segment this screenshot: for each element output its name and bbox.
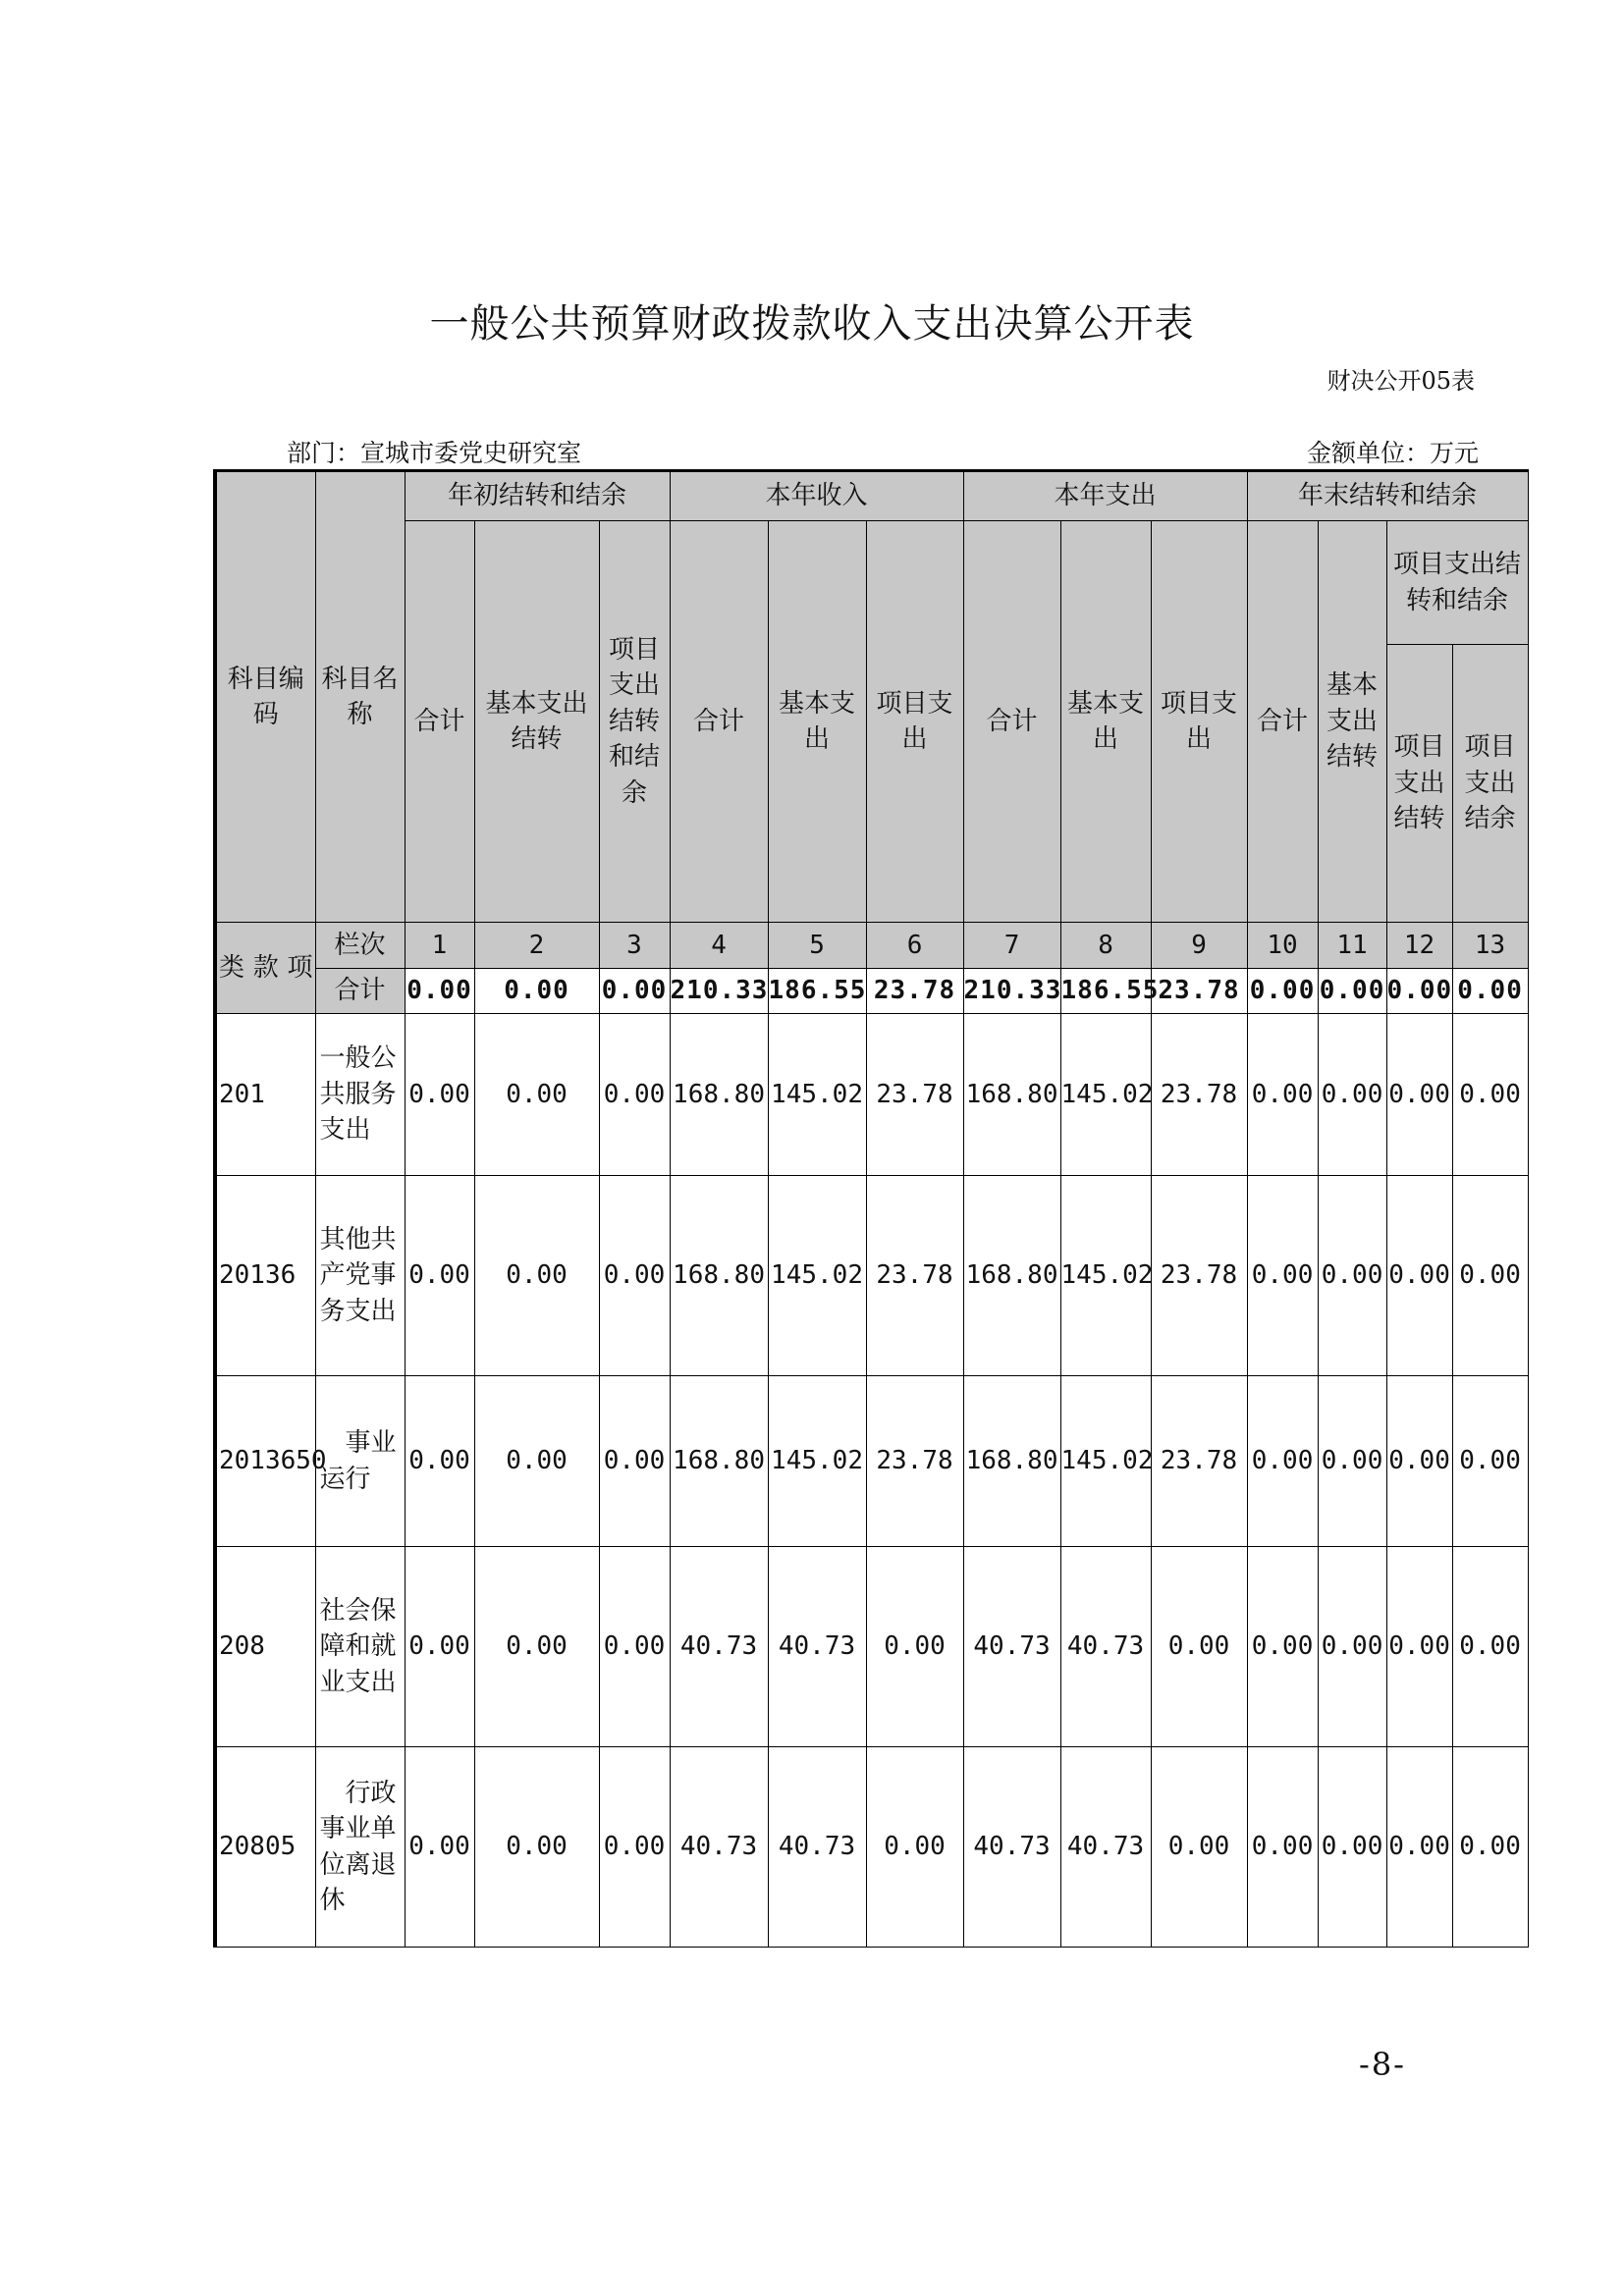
row-cell: 145.02: [768, 1014, 866, 1176]
row-cell: 0.00: [1151, 1747, 1247, 1948]
row-cell: 40.73: [768, 1747, 866, 1948]
row-cell: 0.00: [1452, 1376, 1528, 1547]
row-cell: 0.00: [1452, 1176, 1528, 1376]
row-cell: 145.02: [1060, 1376, 1151, 1547]
row-cell: 0.00: [1386, 1376, 1452, 1547]
header-project-subgroup: 项目支出结转和结余: [1386, 521, 1528, 645]
header-col-3: 项目支出结转和结余: [599, 521, 670, 923]
total-label: 合计: [315, 969, 405, 1014]
row-cell: 40.73: [768, 1547, 866, 1747]
row-cell: 0.00: [405, 1376, 474, 1547]
row-cell: 168.80: [963, 1176, 1060, 1376]
header-col-2: 基本支出结转: [474, 521, 599, 923]
table-row: [215, 1014, 1528, 1176]
row-cell: 23.78: [1151, 1014, 1247, 1176]
row-name: 其他共产党事务支出: [315, 1176, 405, 1376]
header-group-begin: 年初结转和结余: [405, 471, 670, 521]
row-cell: 168.80: [670, 1176, 768, 1376]
row-name: 一般公共服务支出: [315, 1014, 405, 1176]
header-col-4: 合计: [670, 521, 768, 923]
row-cell: 145.02: [768, 1376, 866, 1547]
total-cell: 0.00: [405, 969, 474, 1014]
row-code: 208: [215, 1547, 315, 1747]
header-lei: 类: [219, 952, 245, 983]
row-cell: 168.80: [670, 1376, 768, 1547]
row-cell: 145.02: [1060, 1176, 1151, 1376]
page-number: -8-: [1359, 2046, 1406, 2083]
lanci-num: 10: [1247, 923, 1318, 969]
row-cell: 145.02: [1060, 1014, 1151, 1176]
total-cell: 0.00: [1386, 969, 1452, 1014]
total-cell: 186.55: [1060, 969, 1151, 1014]
row-cell: 0.00: [405, 1176, 474, 1376]
row-code: 201: [215, 1014, 315, 1176]
row-cell: 0.00: [474, 1747, 599, 1948]
row-cell: 0.00: [1247, 1176, 1318, 1376]
row-cell: 0.00: [1452, 1747, 1528, 1948]
row-cell: 0.00: [599, 1376, 670, 1547]
total-row: [215, 969, 1528, 1014]
row-cell: 0.00: [474, 1376, 599, 1547]
lanci-num: 2: [474, 923, 599, 969]
header-col-6: 项目支出: [866, 521, 963, 923]
page-title: 一般公共预算财政拨款收入支出决算公开表: [429, 301, 1195, 347]
row-cell: 23.78: [866, 1014, 963, 1176]
row-cell: 40.73: [963, 1747, 1060, 1948]
header-col-12: 项目支出结转: [1386, 645, 1452, 923]
header-group-end: 年末结转和结余: [1247, 471, 1528, 521]
row-cell: 0.00: [866, 1547, 963, 1747]
row-name: 社会保障和就业支出: [315, 1547, 405, 1747]
row-cell: 168.80: [963, 1376, 1060, 1547]
header-col-1: 合计: [405, 521, 474, 923]
lanci-num: 5: [768, 923, 866, 969]
table-row: [215, 1376, 1528, 1547]
total-cell: 0.00: [1452, 969, 1528, 1014]
row-cell: 40.73: [670, 1547, 768, 1747]
row-cell: 0.00: [1386, 1014, 1452, 1176]
total-cell: 186.55: [768, 969, 866, 1014]
row-cell: 0.00: [474, 1547, 599, 1747]
lanci-num: 1: [405, 923, 474, 969]
row-cell: 0.00: [1452, 1014, 1528, 1176]
row-cell: 0.00: [599, 1176, 670, 1376]
row-cell: 0.00: [1318, 1176, 1386, 1376]
row-cell: 40.73: [1060, 1547, 1151, 1747]
row-cell: 0.00: [1386, 1176, 1452, 1376]
header-lei-kuan-xiang: [215, 923, 315, 1014]
header-col-5: 基本支出: [768, 521, 866, 923]
total-cell: 0.00: [474, 969, 599, 1014]
total-cell: 210.33: [963, 969, 1060, 1014]
row-cell: 0.00: [405, 1014, 474, 1176]
header-code: 科目编码: [215, 471, 315, 923]
lanci-num: 9: [1151, 923, 1247, 969]
row-cell: 0.00: [1386, 1547, 1452, 1747]
header-col-13: 项目支出结余: [1452, 645, 1528, 923]
row-name: 行政事业单位离退休: [315, 1747, 405, 1948]
table-row: [215, 1176, 1528, 1376]
header-name: 科目名称: [315, 471, 405, 923]
row-cell: 0.00: [1318, 1747, 1386, 1948]
row-cell: 0.00: [1452, 1547, 1528, 1747]
total-cell: 0.00: [599, 969, 670, 1014]
budget-table: [213, 469, 1529, 1948]
row-cell: 0.00: [1247, 1376, 1318, 1547]
row-cell: 0.00: [1151, 1547, 1247, 1747]
department-label: 部门：宣城市委党史研究室: [287, 439, 582, 467]
row-cell: 40.73: [963, 1547, 1060, 1747]
row-cell: 0.00: [599, 1014, 670, 1176]
row-cell: 23.78: [1151, 1176, 1247, 1376]
amount-unit-label: 金额单位：万元: [1306, 439, 1479, 467]
lanci-num: 3: [599, 923, 670, 969]
header-group-expense: 本年支出: [963, 471, 1247, 521]
header-col-10: 合计: [1247, 521, 1318, 923]
lanci-num: 12: [1386, 923, 1452, 969]
lanci-num: 7: [963, 923, 1060, 969]
row-cell: 23.78: [866, 1376, 963, 1547]
row-cell: 0.00: [405, 1747, 474, 1948]
lanci-num: 13: [1452, 923, 1528, 969]
header-col-7: 合计: [963, 521, 1060, 923]
header-xiang: 项: [287, 952, 313, 983]
total-cell: 0.00: [1318, 969, 1386, 1014]
row-cell: 0.00: [1247, 1747, 1318, 1948]
total-cell: 23.78: [1151, 969, 1247, 1014]
row-cell: 0.00: [474, 1176, 599, 1376]
table-row: [215, 1547, 1528, 1747]
row-cell: 23.78: [866, 1176, 963, 1376]
row-cell: 0.00: [1247, 1547, 1318, 1747]
row-name: 事业运行: [315, 1376, 405, 1547]
table-row: [215, 1747, 1528, 1948]
total-cell: 210.33: [670, 969, 768, 1014]
row-code: 20136: [215, 1176, 315, 1376]
row-cell: 168.80: [963, 1014, 1060, 1176]
form-number: 财决公开05表: [1326, 367, 1475, 395]
row-cell: 40.73: [1060, 1747, 1151, 1948]
header-kuan: 款: [252, 952, 279, 983]
row-cell: 0.00: [1318, 1547, 1386, 1747]
row-cell: 0.00: [599, 1547, 670, 1747]
header-lanci: 栏次: [315, 923, 405, 969]
header-col-9: 项目支出: [1151, 521, 1247, 923]
row-cell: 0.00: [866, 1747, 963, 1948]
total-cell: 23.78: [866, 969, 963, 1014]
row-cell: 40.73: [670, 1747, 768, 1948]
row-cell: 0.00: [1386, 1747, 1452, 1948]
row-cell: 0.00: [1318, 1376, 1386, 1547]
header-col-11: 基本支出结转: [1318, 521, 1386, 923]
row-code: 2013650: [215, 1376, 315, 1547]
row-cell: 0.00: [1318, 1014, 1386, 1176]
lanci-num: 4: [670, 923, 768, 969]
lanci-num: 6: [866, 923, 963, 969]
row-cell: 23.78: [1151, 1376, 1247, 1547]
row-code: 20805: [215, 1747, 315, 1948]
row-cell: 0.00: [599, 1747, 670, 1948]
row-cell: 168.80: [670, 1014, 768, 1176]
lanci-num: 11: [1318, 923, 1386, 969]
row-cell: 0.00: [405, 1547, 474, 1747]
header-group-income: 本年收入: [670, 471, 963, 521]
row-cell: 0.00: [474, 1014, 599, 1176]
total-cell: 0.00: [1247, 969, 1318, 1014]
row-cell: 0.00: [1247, 1014, 1318, 1176]
row-cell: 145.02: [768, 1176, 866, 1376]
lanci-num: 8: [1060, 923, 1151, 969]
header-col-8: 基本支出: [1060, 521, 1151, 923]
